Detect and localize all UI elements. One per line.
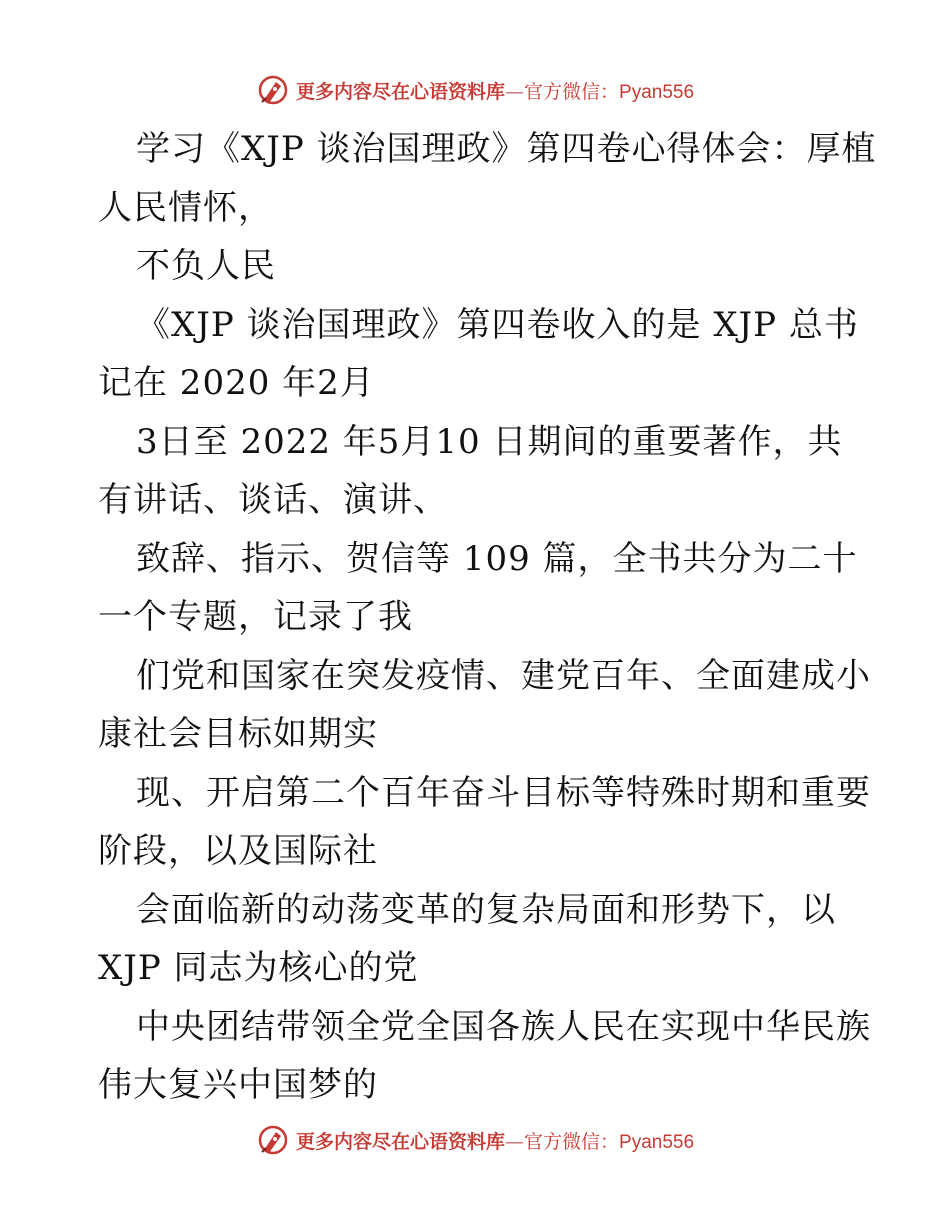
- text-line: 一个专题，记录了我: [98, 597, 413, 637]
- text-line: 伟大复兴中国梦的: [98, 1065, 378, 1105]
- text-line: 们党和国家在突发疫情、建党百年、全面建成小: [136, 655, 871, 696]
- footer-watermark: [0, 1120, 950, 1160]
- text-line: XJP 同志为核心的党: [98, 948, 419, 988]
- text-line: 康社会目标如期实: [98, 714, 378, 754]
- text-line: 学习《XJP 谈治国理政》第四卷心得体会：厚植: [136, 129, 877, 169]
- header-watermark: [0, 70, 950, 110]
- watermark-wechat-label: 官方微信: [523, 80, 600, 103]
- pen-nib-logo-icon: [256, 73, 290, 107]
- watermark-text: [296, 1127, 694, 1154]
- pen-nib-logo-icon: [256, 1123, 290, 1157]
- watermark-colon: ：: [600, 1130, 620, 1153]
- text-line: 人民情怀，: [98, 187, 273, 228]
- watermark-separator: —: [504, 1130, 524, 1153]
- document-body: [98, 120, 877, 1115]
- watermark-main-text: 更多内容尽在心语资料库: [295, 80, 505, 103]
- watermark-colon: ：: [600, 80, 620, 103]
- text-line: 致辞、指示、贺信等 109 篇，全书共分为二十: [136, 538, 858, 579]
- text-line: 3日至 2022 年5月10 日期间的重要著作，共: [136, 421, 843, 462]
- watermark-wechat-label: 官方微信: [523, 1130, 600, 1153]
- watermark-separator: —: [504, 80, 524, 103]
- watermark-text: [296, 77, 694, 104]
- text-line: 记在 2020 年2月: [98, 363, 375, 403]
- watermark-wechat-id: Pyan556: [619, 1131, 695, 1153]
- text-line: 会面临新的动荡变革的复杂局面和形势下，以: [136, 889, 836, 930]
- watermark-main-text: 更多内容尽在心语资料库: [295, 1130, 505, 1153]
- text-line: 不负人民: [136, 246, 276, 286]
- text-line: 阶段，以及国际社: [98, 831, 378, 871]
- text-line: 有讲话、谈话、演讲、: [98, 480, 448, 520]
- text-line: 《XJP 谈治国理政》第四卷收入的是 XJP 总书: [136, 304, 859, 345]
- text-line: 现、开启第二个百年奋斗目标等特殊时期和重要: [136, 772, 871, 813]
- watermark-wechat-id: Pyan556: [619, 81, 695, 103]
- text-line: 中央团结带领全党全国各族人民在实现中华民族: [136, 1006, 871, 1047]
